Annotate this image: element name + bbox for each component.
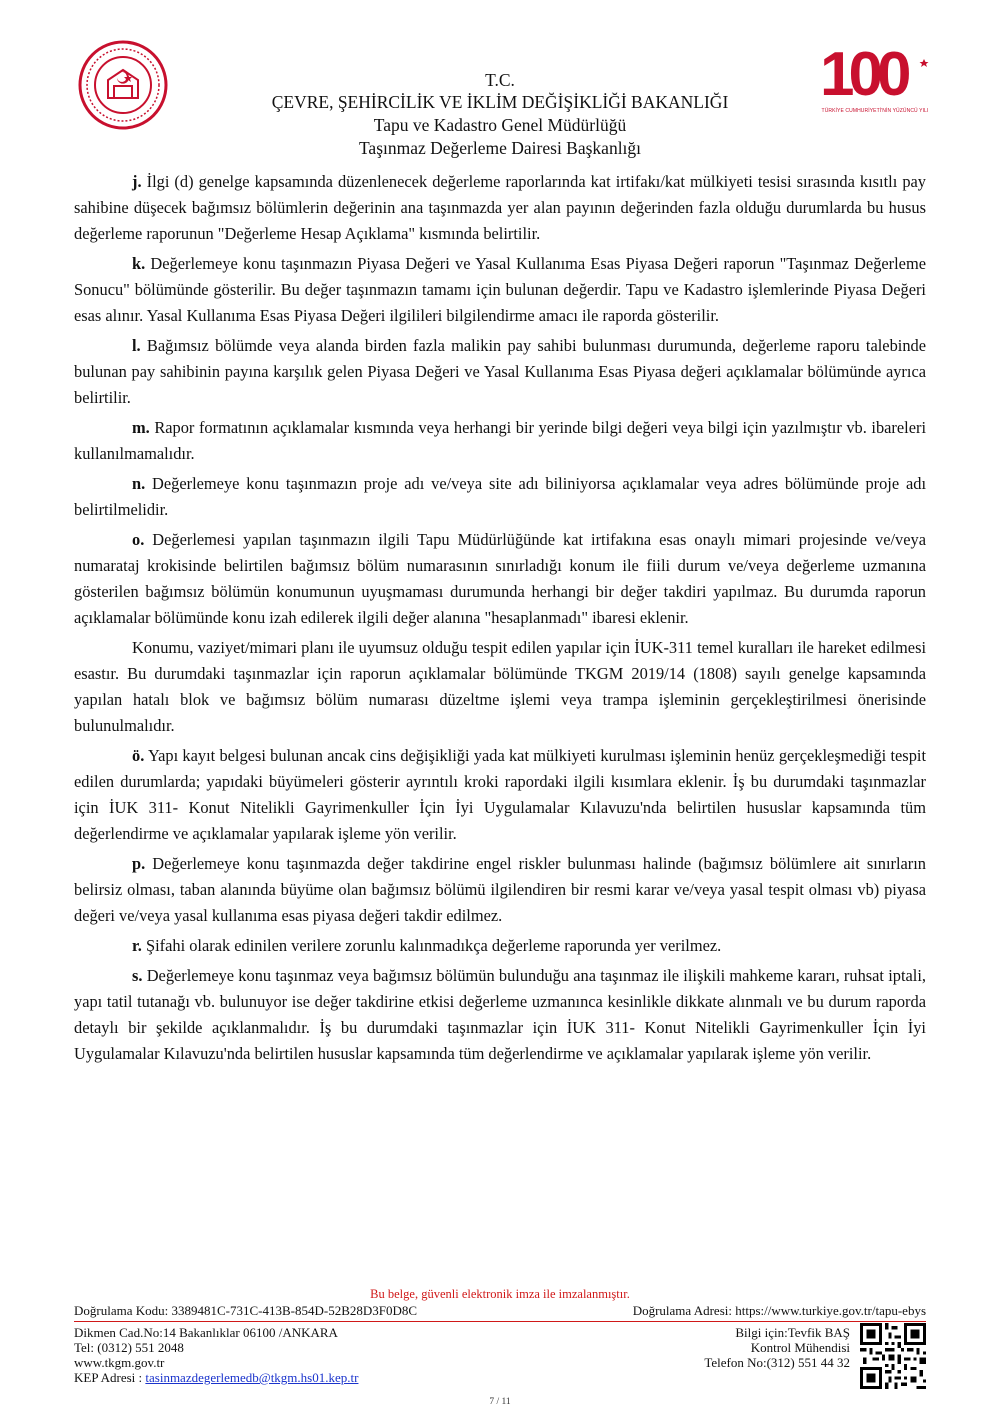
paragraph-label: k. xyxy=(132,254,146,273)
paragraph-text: Bağımsız bölümde veya alanda birden fazla malikin pay sahibi bulunması durumunda, değerleme raporu talebinde bulunan pay sahibinin payına karşılık gelen Piyasa Değeri ve Yasal Kullanıma Esas Piyasa değeri açıklamalar bölümünde ayrıca belirtilir. xyxy=(74,336,926,407)
paragraph-m xyxy=(74,415,926,467)
paragraph-label: s. xyxy=(132,966,143,985)
paragraph-text: İlgi (d) genelge kapsamında düzenlenecek değerleme raporlarında kat irtifakı/kat mülkiyeti tesisi sırasında kısıtlı pay sahibine düşecek bağımsız bölümlerin değerinin ana taşınmazda yer alan payının değerinden fazla olduğu durumlarda bu husus değerleme raporunun "Değerleme Hesap Açıklama" kısmında belirtilir. xyxy=(74,172,926,243)
paragraph-label: l. xyxy=(132,336,141,355)
paragraph-p xyxy=(74,851,926,929)
paragraph-label: n. xyxy=(132,474,146,493)
contact-info xyxy=(74,1325,358,1385)
paragraph-label: ö. xyxy=(132,746,145,765)
kep-address xyxy=(74,1370,358,1385)
paragraph-o-umlaut xyxy=(74,743,926,847)
esign-note: Bu belge, güvenli elektronik imza ile imzalanmıştır. xyxy=(370,1287,630,1301)
paragraph-j xyxy=(74,169,926,247)
paragraph-l xyxy=(74,333,926,411)
contact-name: Bilgi için:Tevfik BAŞ xyxy=(735,1325,850,1340)
paragraph-label: m. xyxy=(132,418,150,437)
svg-text:100: 100 xyxy=(820,40,906,108)
paragraph-text: Değerlemeye konu taşınmazın Piyasa Değeri ve Yasal Kullanıma Esas Piyasa Değeri raporun "Taşınmaz Değerleme Sonucu" bölümünde gösterilir. Bu değer taşınmazın tamamı için bulunan değerdir. Tapu ve Kadastro işlemlerinde Piyasa Değeri esas alınır. Yasal Kullanıma Esas Piyasa Değeri ilgilileri bilgilendirme amacı ile raporda gösterilir. xyxy=(74,254,926,325)
paragraph-text: Rapor formatının açıklamalar kısmında veya herhangi bir yerinde bilgi değeri veya bilgi için yazılmıştır vb. ibareleri kullanılmamalıdır. xyxy=(74,418,926,463)
header-line-tc: T.C. xyxy=(485,70,515,90)
paragraph-label: p. xyxy=(132,854,146,873)
paragraph-text: Şifahi olarak edinilen verilere zorunlu kalınmadıkça değerleme raporunda yer verilmez. xyxy=(141,936,722,955)
paragraph-text: Değerlemesi yapılan taşınmazın ilgili Tapu Müdürlüğünde kat irtifakına esas onaylı mimari projesinde ve/veya numarataj krokisinde belirtilen bağımsız bölüm numarasının sınırladığı konum ile fiili durum ve/veya değerleme uzmanına gösterilen bağımsız bölümün konumunun uyuşmaması durumunda herhangi bir değer takdiri yapılmaz. Bu durumda raporun açıklamalar bölümünde konu izah edilerek ilgili değer alanına "hesaplanmadı" ibaresi eklenir. xyxy=(74,530,926,627)
contact-title: Kontrol Mühendisi xyxy=(750,1340,850,1355)
address: Dikmen Cad.No:14 Bakanlıklar 06100 /ANKARA xyxy=(74,1325,338,1340)
document-body xyxy=(74,169,926,1071)
header-ministry: ÇEVRE, ŞEHİRCİLİK VE İKLİM DEĞİŞİKLİĞİ BAKANLIĞI xyxy=(271,92,729,112)
paragraph-text: Değerlemeye konu taşınmaz veya bağımsız bölümün bulunduğu ana taşınmaz ile ilişkili mahkeme kararı, ruhsat iptali, yapı tatil tutanağı vb. bulunuyor ise değer takdirine etkisi değerleme uzmanınca kesinlikle dikkate alınmalı ve bu durum raporda detaylı bir şekilde açıklanmalıdır. İş bu durumdaki taşınmazlar için İUK 311- Konut Nitelikli Gayrimenkuller İçin İyi Uygulamalar Kılavuzu'nda belirtilen hususlar kapsamında tüm değerlendirme ve açıklamalar yapılarak işleme yön verilir. xyxy=(74,966,926,1063)
website: www.tkgm.gov.tr xyxy=(74,1355,165,1370)
paragraph-o-continued xyxy=(74,635,926,739)
contact-person xyxy=(704,1325,850,1370)
qr-code-icon xyxy=(860,1323,926,1389)
header-department: Taşınmaz Değerleme Dairesi Başkanlığı xyxy=(358,138,642,158)
paragraph-r xyxy=(74,933,926,959)
contact-phone: Telefon No:(312) 551 44 32 xyxy=(704,1355,850,1370)
kep-link[interactable]: tasinmazdegerlemedb@tkgm.hs01.kep.tr xyxy=(145,1370,359,1385)
paragraph-text: Yapı kayıt belgesi bulunan ancak cins değişikliği yada kat mülkiyeti kurulması işleminin henüz gerçekleşmediği tespit edilen durumlarda; yapıdaki büyümeleri gösterir ayrıntılı kroki rapordaki ilgili kısımlara eklenir. İş bu durumdaki taşınmazlar için İUK 311- Konut Nitelikli Gayrimenkuller İçin İyi Uygulamalar Kılavuzu'nda belirtilen hususlar kapsamında tüm değerlendirme ve açıklamalar yapılarak işleme yön verilir. xyxy=(74,746,926,843)
paragraph-label: o. xyxy=(132,530,145,549)
paragraph-text: Konumu, vaziyet/mimari planı ile uyumsuz olduğu tespit edilen yapılar için İUK-311 temel kuralları ile hareket edilmesi esastır. Bu durumdaki taşınmazlar için raporun açıklamalar bölümünde TKGM 2019/14 (1808) sayılı genelge kapsamında yapılan hatalı blok ve bağımsız bölüm numarası düzeltme işlemi veya trampa işleminin gerçekleştirilmesi önerisinde bulunulmalıdır. xyxy=(74,638,926,735)
page-number: 7 / 11 xyxy=(489,1397,511,1407)
paragraph-n xyxy=(74,471,926,523)
kep-label: KEP Adresi : xyxy=(74,1370,146,1385)
paragraph-label: r. xyxy=(132,936,142,955)
telephone: Tel: (0312) 551 2048 xyxy=(74,1340,184,1355)
verification-address: Doğrulama Adresi: https://www.turkiye.gov.tr/tapu-ebys xyxy=(632,1303,926,1318)
paragraph-s xyxy=(74,963,926,1067)
paragraph-k xyxy=(74,251,926,329)
paragraph-label: j. xyxy=(132,172,142,191)
verification-code: Doğrulama Kodu: 3389481C-731C-413B-854D-52B28D3F0D8C xyxy=(74,1303,418,1318)
footer-divider xyxy=(74,1321,926,1322)
logo-tagline: TÜRKİYE CUMHURİYETİ'NİN YÜZÜNCÜ YILI xyxy=(821,108,929,114)
paragraph-text: Değerlemeye konu taşınmazın proje adı ve/veya site adı biliniyorsa açıklamalar veya adres bölümünde proje adı belirtilmelidir. xyxy=(74,474,926,519)
paragraph-text: Değerlemeye konu taşınmazda değer takdirine engel riskler bulunması halinde (bağımsız bölümlere ait sınırların belirsiz olması, taban alanında büyüme olan bağımsız bölümü ilgilendiren bir resmi karar ve/veya yasal tespit olması vb) piyasa değeri ve/veya yasal kullanıma esas piyasa değeri takdir edilmez. xyxy=(74,854,926,925)
paragraph-o xyxy=(74,527,926,631)
header-directorate: Tapu ve Kadastro Genel Müdürlüğü xyxy=(373,115,627,135)
